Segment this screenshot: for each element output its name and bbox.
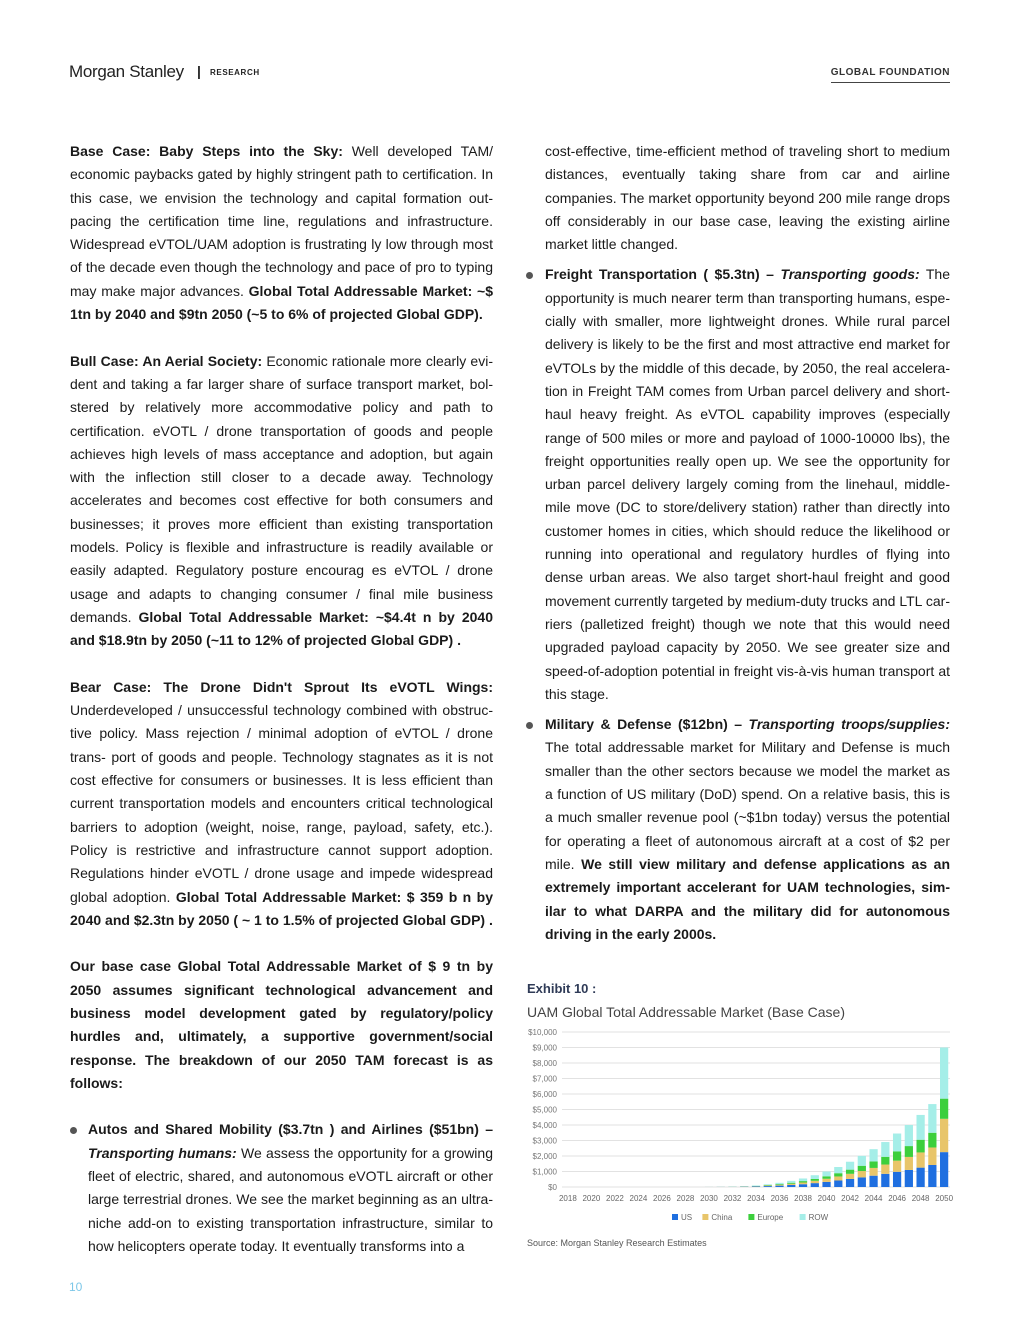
bar-segment-row — [916, 1115, 924, 1140]
bar-segment-china — [799, 1183, 807, 1185]
y-tick-label: $6,000 — [532, 1090, 557, 1099]
y-tick-label: $3,000 — [532, 1136, 557, 1146]
bar-segment-row — [905, 1125, 913, 1146]
bar-segment-china — [881, 1165, 889, 1174]
y-tick-label: $8,000 — [532, 1059, 557, 1068]
bar-segment-row — [893, 1134, 901, 1152]
bar-segment-row — [787, 1181, 795, 1183]
bar-segment-europe — [822, 1176, 830, 1178]
x-tick-label: 2046 — [888, 1194, 906, 1203]
bar-segment-us — [881, 1174, 889, 1187]
freight-body: The opportunity is much nearer term than transporting humans, espe- cially with smaller, more lightweight drones. While rural parcel delivery is likely to be the first and most attractive end market for eVTOLs by the middle of this decade, by 2050, the real accelera- tion in Freight TAM comes from Urban parcel delivery and short- haul heavy freight. As eVTOL capability improves (especially range of 500 miles or more and payload of 1000-10000 lbs), the freight opportunities really open up. We see the opportunity for urban parcel delivery largely coming from the linehaul, middle- mile move (DC to store/delivery station) rather than directly into customer homes in cities, which should reduce the likelihood or running into operational and regulatory hurdles of flying into dense urban areas. We also target short-haul freight and good movement currently targeted by medium-duty trucks and LTL car- riers (palletized freight) though we note that this would need upgraded payload capacity by 2050. We see greater size and speed-of-adoption potential in freight vis-à-vis human transport at this stage. — [545, 266, 951, 702]
bar-segment-us — [916, 1168, 924, 1187]
bar-segment-us — [811, 1183, 819, 1187]
x-tick-label: 2022 — [606, 1194, 624, 1203]
bar-segment-china — [775, 1185, 783, 1186]
base-case-body: Well developed TAM/ economic paybacks gated by highly stringent path to certification. In this case, we envision the technology and capital formation out- pacing the certification time line, regulations and infrastructure. Widespread eVTOL/UAM adoption is frustrating ly low through most of the decade even though the technology and pace of pro to typing may make major advances. — [70, 143, 493, 299]
bar-segment-us — [787, 1185, 795, 1187]
x-tick-label: 2042 — [841, 1194, 859, 1203]
freight-heading: Freight Transportation ( $5.3tn) – — [545, 266, 781, 283]
bar-segment-europe — [893, 1151, 901, 1160]
bear-case-tam: Global Total Addressable Market: $ 359 b n by 2040 and $2.3tn by 2050 ( ~ 1 to 1.5% of projected Global GDP) . — [70, 888, 493, 928]
military-bold-text: We still view military and defense applications as an extremely important accelerant for UAM technologies, sim- ilar to what DARPA and the military did for autonomous driving in the early 2000s. — [545, 855, 950, 942]
tam-stacked-bar-chart — [520, 1022, 960, 1232]
bar-segment-china — [916, 1152, 924, 1167]
bar-segment-china — [846, 1174, 854, 1179]
bar-segment-europe — [846, 1170, 854, 1174]
bar-segment-china — [787, 1184, 795, 1185]
bar-segment-europe — [916, 1140, 924, 1153]
bear-case-heading: Bear Case: The Drone Didn't Sprout Its eVOTL Wings: — [70, 678, 493, 695]
bar-segment-us — [822, 1182, 830, 1187]
legend-swatch-us — [672, 1214, 678, 1220]
x-tick-label: 2024 — [629, 1194, 648, 1203]
x-tick-label: 2030 — [700, 1194, 718, 1203]
bar-segment-us — [928, 1165, 936, 1187]
bar-segment-row — [834, 1167, 842, 1173]
bar-segment-china — [858, 1171, 866, 1177]
autos-body: We assess the opportunity for a growing fleet of electric, shared, and autonomous eVOTL aircraft or other large terrestrial drones. We see the market beginning as an ultra- niche add-on to existing transportation infrastructure, similar to how helicopters operate today. It eventually transforms into a — [88, 1144, 493, 1254]
base-case-paragraph — [70, 140, 493, 326]
bar-segment-row — [940, 1048, 948, 1099]
left-column — [70, 140, 493, 1258]
bar-segment-row — [799, 1178, 807, 1181]
bullet-dot — [70, 1127, 77, 1134]
bar-segment-us — [799, 1184, 807, 1187]
bar-segment-us — [893, 1172, 901, 1187]
bar-segment-row — [881, 1142, 889, 1157]
bar-segment-china — [811, 1181, 819, 1183]
brand-separator: | — [197, 63, 201, 79]
x-tick-label: 2040 — [817, 1194, 836, 1203]
bar-segment-us — [775, 1186, 783, 1187]
bear-case-paragraph — [70, 676, 493, 932]
x-tick-label: 2020 — [582, 1194, 601, 1203]
bar-segment-china — [928, 1147, 936, 1165]
exhibit-source: Source: Morgan Stanley Research Estimates — [527, 1238, 707, 1248]
bull-case-tam: Global Total Addressable Market: ~$4.4t n by 2040 and $18.9tn by 2050 (~11 to 12% of projected Global GDP) . — [70, 608, 493, 649]
bar-segment-europe — [811, 1179, 819, 1181]
bar-segment-europe — [858, 1166, 866, 1171]
autos-heading: Autos and Shared Mobility ($3.7tn ) and Airlines ($51bn) – — [88, 1121, 493, 1138]
military-subheading: Transporting troops/supplies: — [748, 716, 950, 733]
bar-segment-europe — [787, 1183, 795, 1184]
y-tick-label: $2,000 — [532, 1152, 557, 1161]
bar-segment-china — [893, 1161, 901, 1172]
legend-label-europe: Europe — [757, 1213, 784, 1222]
bar-segment-china — [834, 1176, 842, 1180]
y-tick-label: $4,000 — [532, 1121, 557, 1130]
bar-segment-row — [858, 1156, 866, 1166]
y-tick-label: $9,000 — [532, 1043, 557, 1053]
bar-segment-china — [869, 1168, 877, 1176]
x-tick-label: 2026 — [653, 1194, 671, 1203]
bullet-dot — [526, 272, 533, 279]
bar-segment-us — [752, 1186, 760, 1187]
military-heading: Military & Defense ($12bn) – — [545, 716, 749, 733]
military-body: The total addressable market for Military and Defense is much smaller than the other sectors because we model the market as a function of US military (DoD) spend. On a relative basis, this is a much smaller revenue pool (~$1bn today) versus the potential for operating a fleet of autonomous aircraft at a cost of $2 per mile. — [545, 739, 950, 872]
bar-segment-us — [905, 1170, 913, 1187]
bar-segment-us — [846, 1179, 854, 1187]
bar-segment-row — [811, 1175, 819, 1179]
x-tick-label: 2018 — [558, 1194, 577, 1203]
y-tick-label: $5,000 — [532, 1105, 557, 1115]
right-column — [545, 140, 950, 946]
bull-case-paragraph — [70, 350, 493, 653]
legend-swatch-china — [702, 1214, 708, 1220]
section-label: RESEARCH — [210, 68, 260, 77]
bear-case-body: Underdeveloped / unsuccessful technology combined with obstruc- tive policy. Mass rejection / minimal adoption of eVTOL / drone trans- port of goods and people. Technology stagnates as it is not cost effective for consumers or businesses. It is less efficient than current transportation models and encounters critical technological barriers to adoption (weight, noise, range, payload, safety, etc.). Policy is restrictive and infrastructure cannot support adoption. Regulations hinder eVOTL / drone usage and impede widespread global adoption. — [70, 702, 493, 905]
bar-segment-us — [869, 1176, 877, 1187]
bar-segment-row — [775, 1183, 783, 1184]
bar-segment-europe — [775, 1184, 783, 1185]
bar-segment-china — [764, 1186, 772, 1187]
bar-segment-us — [858, 1177, 866, 1187]
x-tick-label: 2036 — [770, 1194, 789, 1203]
autos-continued: cost-effective, time-efficient method of traveling short to medium distances, eventually taking share from car and airline companies. The market opportunity beyond 200 mile range drops off considerably in our base case, leaving the existing airline market little changed. — [545, 143, 950, 253]
bar-segment-europe — [928, 1133, 936, 1148]
page-number: 10 — [69, 1280, 83, 1294]
bar-segment-row — [822, 1172, 830, 1177]
bar-segment-china — [905, 1157, 913, 1170]
summary-paragraph: Our base case Global Total Addressable Market of $ 9 tn by 2050 assumes significant technological advancement and business model development gated by regulatory/policy hurdles and, ultimately, a supportive government/social response. The breakdown of our 2050 TAM forecast is as follows: — [70, 958, 493, 1091]
bull-case-heading: Bull Case: An Aerial Society: — [70, 352, 263, 369]
x-tick-label: 2038 — [794, 1194, 812, 1203]
bar-segment-europe — [834, 1173, 842, 1176]
bull-case-body: Economic rationale more clearly evi- dent and taking a far larger share of surface transport market, bol- stered by relatively more accommodative policy and path to certification. eVOTL / drone transportation of goods and people achieves high levels of mass acceptance and adoption, but again with the inflection still closer to a decade away. Technology accelerates and becomes cost effective for both consumers and businesses; it proves more efficient than existing transportation models. Policy is flexible and infrastructure is readily available or easily adapted. Regulatory posture encourag es eVTOL / drone usage and adapts to changing consumer / final mile business demands. — [70, 352, 493, 625]
base-case-heading: Base Case: Baby Steps into the Sky: — [70, 143, 343, 159]
legend-label-row: ROW — [808, 1213, 829, 1222]
bar-segment-us — [940, 1152, 948, 1187]
series-label: GLOBAL FOUNDATION — [831, 67, 950, 83]
y-tick-label: $0 — [548, 1183, 557, 1192]
legend-swatch-europe — [748, 1214, 754, 1220]
y-tick-label: $1,000 — [532, 1167, 557, 1177]
bullet-dot — [526, 722, 533, 729]
military-bullet — [545, 713, 950, 946]
exhibit-label: Exhibit 10 : — [527, 981, 597, 996]
bar-segment-china — [940, 1119, 948, 1152]
x-tick-label: 2032 — [723, 1194, 742, 1203]
bar-segment-row — [764, 1184, 772, 1185]
legend-label-china: China — [711, 1213, 733, 1222]
exhibit-title: UAM Global Total Addressable Market (Base Case) — [527, 1004, 845, 1020]
x-tick-label: 2034 — [747, 1194, 765, 1203]
base-case-tam: Global Total Addressable Market: ~$ 1tn by 2040 and $9tn 2050 (~5 to 6% of projected Global GDP). — [70, 282, 493, 323]
x-tick-label: 2048 — [911, 1194, 930, 1203]
freight-bullet — [545, 263, 950, 706]
bar-segment-china — [822, 1179, 830, 1182]
bar-segment-europe — [940, 1099, 948, 1119]
freight-subheading: Transporting goods: — [780, 266, 920, 283]
bar-segment-us — [834, 1180, 842, 1187]
bar-segment-row — [846, 1162, 854, 1170]
legend-label-us: US — [681, 1213, 693, 1222]
bar-segment-europe — [881, 1157, 889, 1165]
x-tick-label: 2028 — [676, 1194, 695, 1203]
y-tick-label: $7,000 — [532, 1074, 557, 1084]
bar-segment-europe — [799, 1181, 807, 1182]
brand-logo: Morgan Stanley — [69, 62, 184, 81]
legend-swatch-row — [800, 1214, 806, 1220]
bar-segment-row — [869, 1149, 877, 1161]
autos-subheading: Transporting humans: — [88, 1144, 237, 1161]
bar-segment-europe — [905, 1146, 913, 1157]
bar-segment-us — [764, 1186, 772, 1187]
autos-bullet — [70, 1118, 493, 1258]
x-tick-label: 2044 — [864, 1194, 883, 1203]
bar-segment-row — [928, 1104, 936, 1133]
y-tick-label: $10,000 — [528, 1028, 557, 1037]
bar-segment-europe — [869, 1161, 877, 1168]
x-tick-label: 2050 — [935, 1194, 954, 1203]
